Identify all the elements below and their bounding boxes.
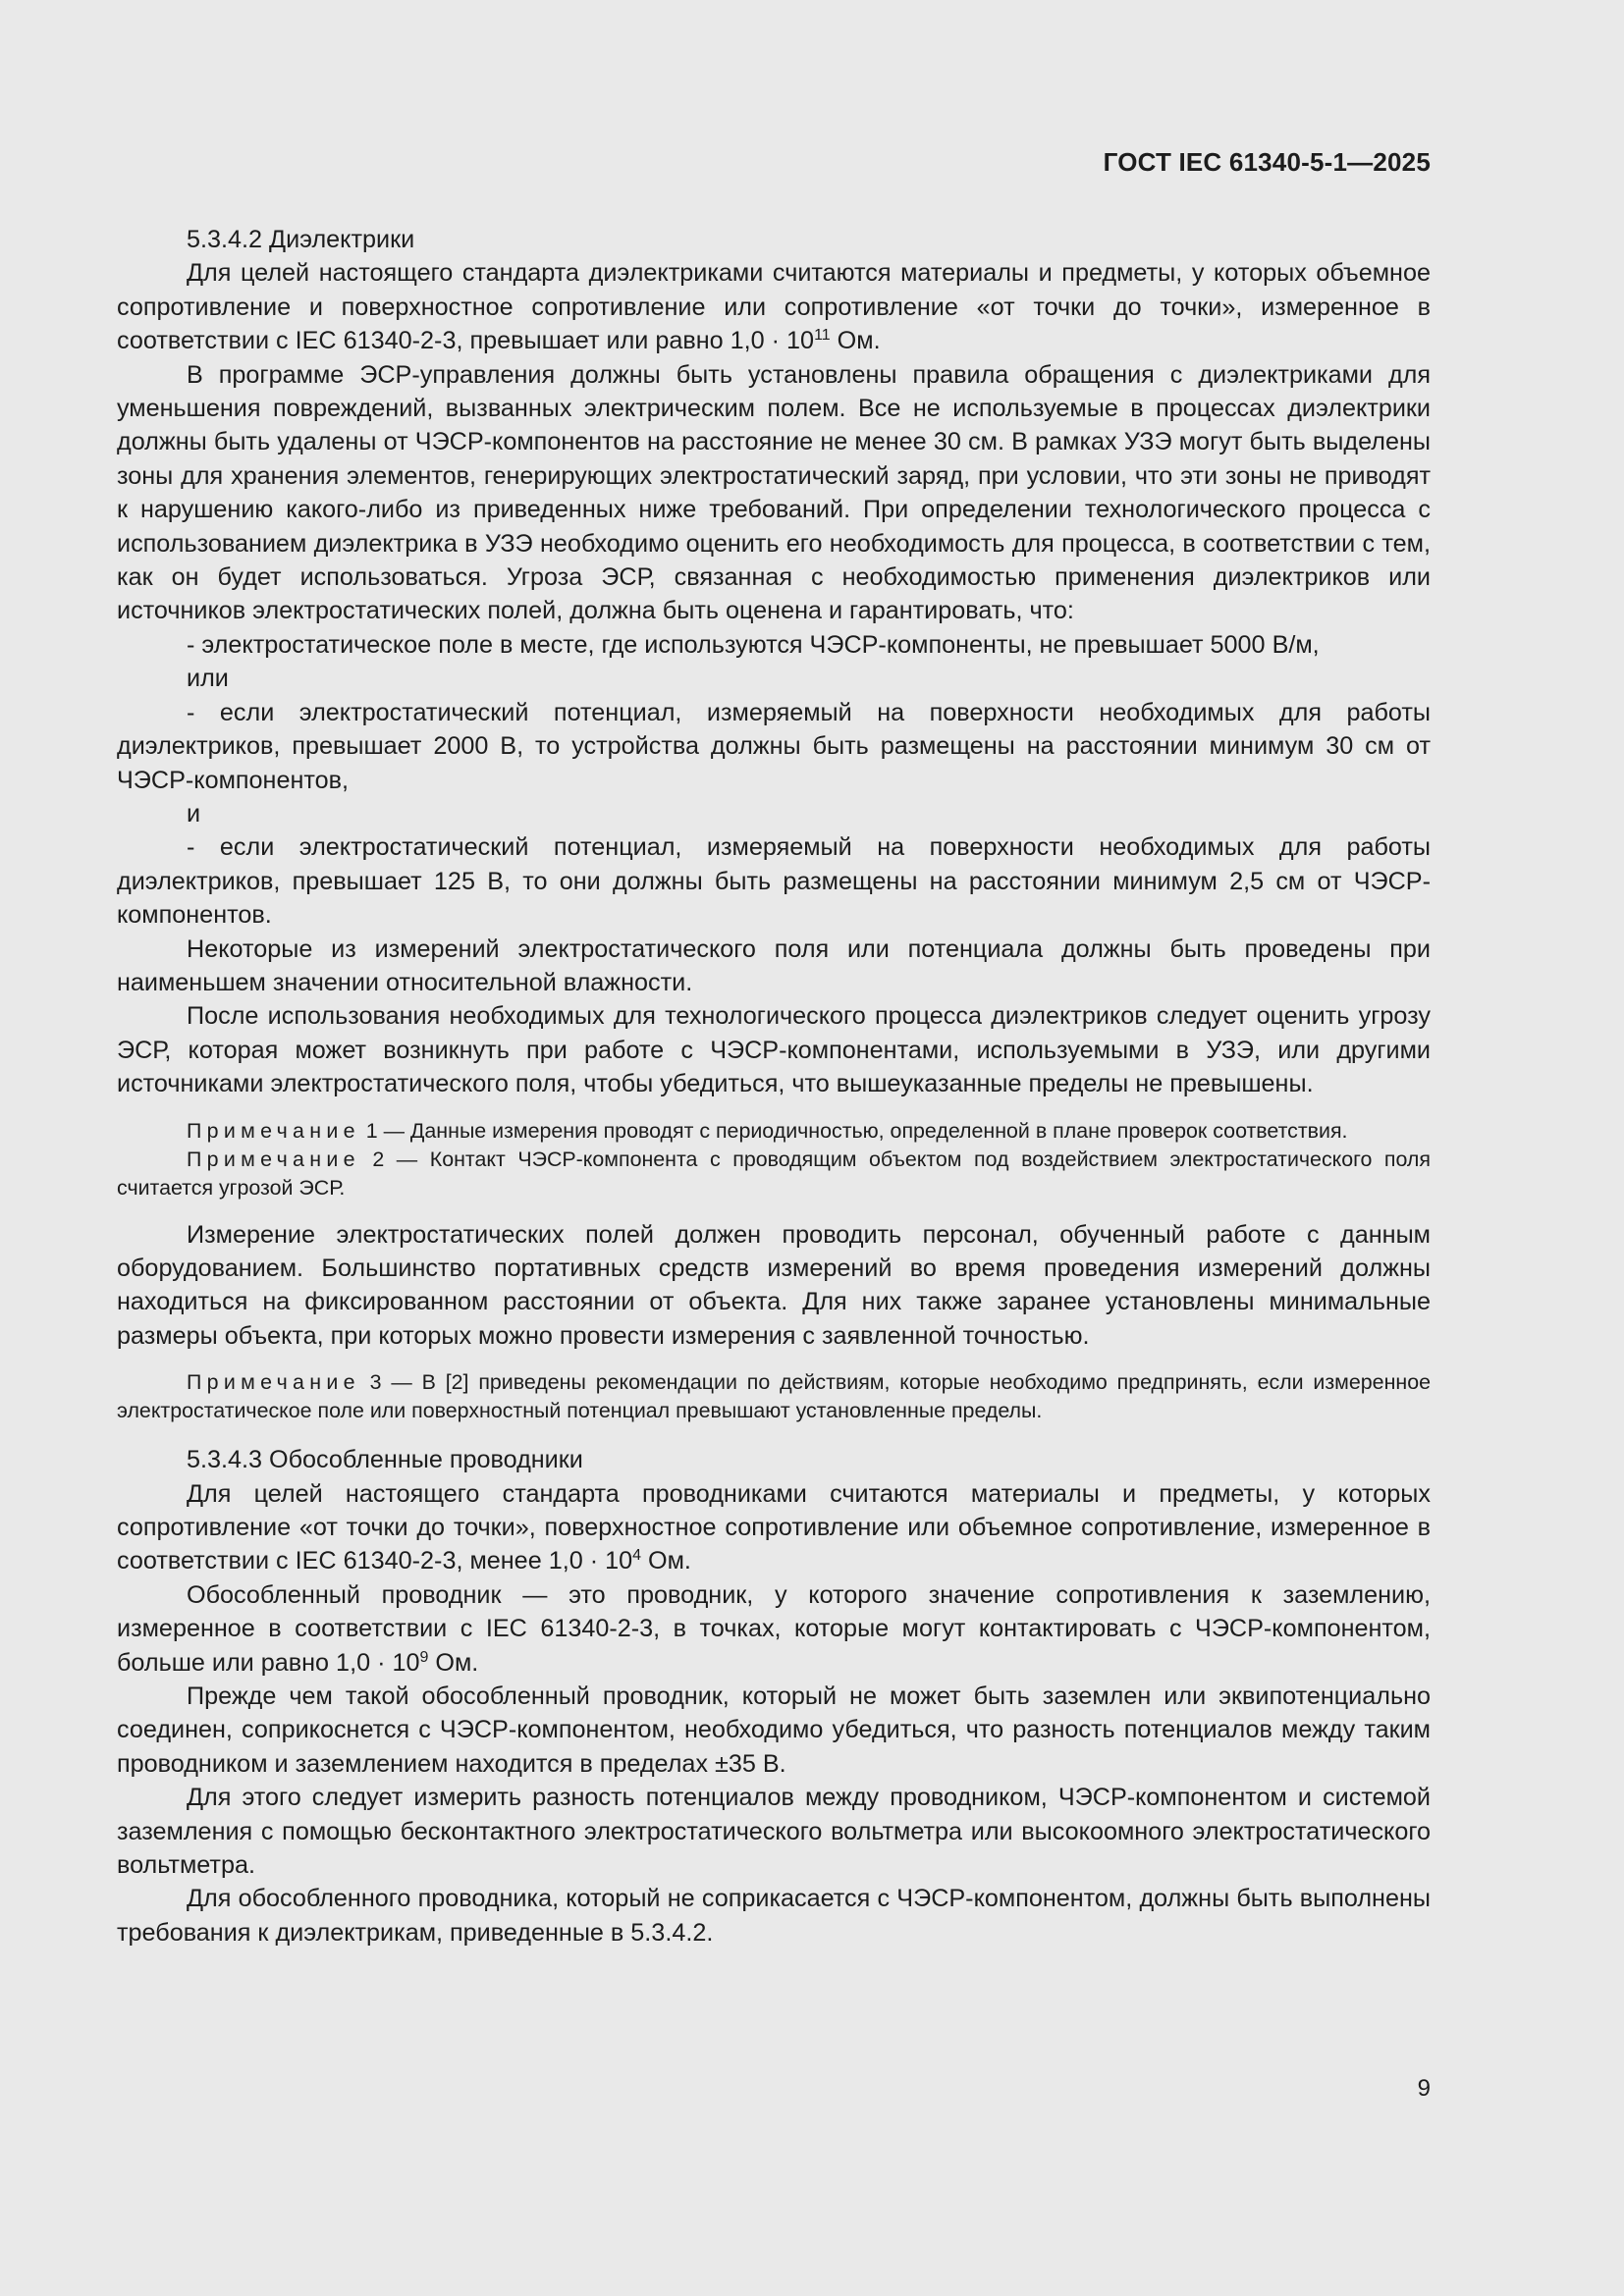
exponent: 4 — [632, 1547, 642, 1565]
paragraph-threat-assessment: После использования необходимых для технологического процесса диэлектриков следует оценить угрозу ЭСР, которая может возникнуть при работе с ЧЭСР-компонентами, используемыми в УЗЭ, или другими источниками электростатического поля, чтобы убедиться, что вышеуказанные пределы не превышены. — [117, 1002, 1431, 1098]
paragraph-non-contact-conductor: Для обособленного проводника, который не соприкасается с ЧЭСР-компонентом, должны быть выполнены требования к диэлектрикам, приведенные в 5.3.4.2. — [117, 1885, 1431, 1947]
unit-text: Ом. — [428, 1648, 479, 1677]
note-label: Примечание — [187, 1370, 360, 1395]
unit-text: Ом. — [641, 1547, 691, 1575]
note-1 — [117, 1117, 1431, 1146]
paragraph-dielectrics-definition — [117, 256, 1431, 357]
page-number: 9 — [1417, 2075, 1431, 2102]
conjunction-and: и — [187, 799, 201, 828]
exponent: 11 — [814, 327, 831, 345]
paragraph-field-measurement: Измерение электростатических полей должен проводить персонал, обученный работе с данным оборудованием. Большинство портативных средств измерений во время проведения измерений должны находиться на фиксированном расстоянии от объекта. Для них также заранее установлены минимальные размеры объекта, при которых можно провести измерения с заявленной точностью. — [117, 1220, 1431, 1350]
paragraph-text: Обособленный проводник — это проводник, у которого значение сопротивления к заземлению, измеренное в соответствии с IEC 61340-2-3, в точках, которые могут контактировать с ЧЭСР-компонентом, больше или равно 1,0 · 10 — [117, 1580, 1431, 1677]
unit-text: Ом. — [830, 327, 881, 355]
paragraph-esd-program: В программе ЭСР-управления должны быть установлены правила обращения с диэлектриками для уменьшения повреждений, вызванных электрическим полем. Все не используемые в процессах диэлектрики должны быть удалены от ЧЭСР-компонентов на расстояние не менее 30 см. В рамках УЗЭ могут быть выделены зоны для хранения элементов, генерирующих электростатический заряд, при условии, что эти зоны не приводят к нарушению какого-либо из приведенных ниже требований. При определении технологического процесса с использованием диэлектрика в УЗЭ необходимо оценить его необходимость для процесса, в соответствии с тем, как он будет использоваться. Угроза ЭСР, связанная с необходимостью применения диэлектриков или источников электростатических полей, должна быть оценена и гарантировать, что: — [117, 360, 1431, 625]
paragraph-text: Для целей настоящего стандарта проводниками считаются материалы и предметы, у которых сопротивление «от точки до точки», поверхностное сопротивление или объемное сопротивление, измеренное в соответствии с IEC 61340-2-3, менее 1,0 · 10 — [117, 1479, 1431, 1575]
exponent: 9 — [419, 1648, 429, 1666]
paragraph-voltmeter: Для этого следует измерить разность потенциалов между проводником, ЧЭСР-компонентом и системой заземления с помощью бесконтактного электростатического вольтметра или высокоомного электростатического вольтметра. — [117, 1784, 1431, 1880]
paragraph-text: Для целей настоящего стандарта диэлектриками считаются материалы и предметы, у которых объемное сопротивление и поверхностное сопротивление или сопротивление «от точки до точки», измеренное в соответствии с IEC 61340-2-3, превышает или равно 1,0 · 10 — [117, 259, 1431, 355]
note-3 — [117, 1368, 1431, 1425]
paragraph-potential-difference: Прежде чем такой обособленный проводник, который не может быть заземлен или эквипотенциально соединен, соприкоснется с ЧЭСР-компонентом, необходимо убедиться, что разность потенциалов между таким проводником и заземлением находится в пределах ±35 В. — [117, 1682, 1431, 1778]
list-item-potential-125v: - если электростатический потенциал, измеряемый на поверхности необходимых для работы диэлектриков, превышает 125 В, то они должны быть размещены на расстоянии минимум 2,5 см от ЧЭСР-компонентов. — [117, 833, 1431, 930]
paragraph-isolated-conductor-definition — [117, 1578, 1431, 1680]
note-2 — [117, 1146, 1431, 1202]
document-header: ГОСТ IEC 61340-5-1—2025 — [1103, 147, 1431, 177]
list-item-potential-2000v: - если электростатический потенциал, измеряемый на поверхности необходимых для работы диэлектриков, превышает 2000 В, то устройства должны быть размещены на расстоянии минимум 30 см от ЧЭСР-компонентов, — [117, 698, 1431, 794]
note-text: 3 — В [2] приведены рекомендации по действиям, которые необходимо предпринять, если измеренное электростатическое поле или поверхностный потенциал превышают установленные пределы. — [117, 1370, 1431, 1423]
note-text: 2 — Контакт ЧЭСР-компонента с проводящим объектом под воздействием электростатического поля считается угрозой ЭСР. — [117, 1147, 1431, 1200]
note-text: 1 — Данные измерения проводят с периодичностью, определенной в плане проверок соответствия. — [359, 1118, 1348, 1143]
document-body — [117, 223, 1431, 1949]
section-heading-isolated-conductors: 5.3.4.3 Обособленные проводники — [187, 1446, 583, 1474]
list-item-field-limit: - электростатическое поле в месте, где используются ЧЭСР-компоненты, не превышает 5000 В/м, — [187, 630, 1320, 659]
paragraph-humidity: Некоторые из измерений электростатического поля или потенциала должны быть проведены при наименьшем значении относительной влажности. — [117, 934, 1431, 996]
conjunction-or: или — [187, 665, 229, 693]
paragraph-conductors-definition — [117, 1477, 1431, 1578]
note-label: Примечание — [187, 1147, 360, 1171]
section-heading-dielectrics: 5.3.4.2 Диэлектрики — [187, 226, 415, 253]
note-label: Примечание — [187, 1118, 360, 1143]
